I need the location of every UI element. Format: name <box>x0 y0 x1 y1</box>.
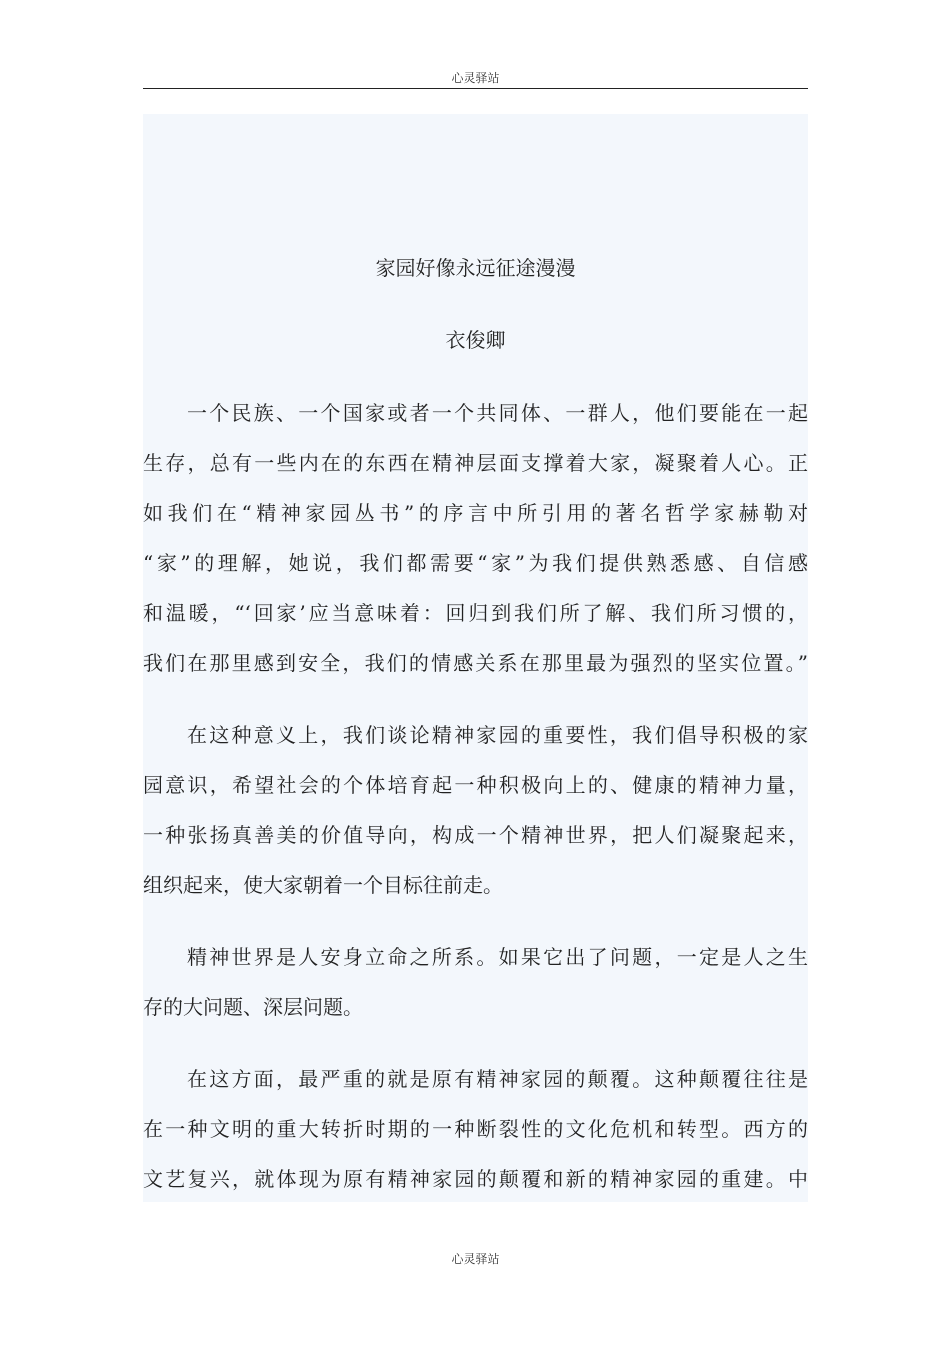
article-author: 衣俊卿 <box>445 328 506 352</box>
paragraph-line: 园意识，希望社会的个体培育起一种积极向上的、健康的精神力量， <box>143 773 808 797</box>
paragraph-line: 文艺复兴，就体现为原有精神家园的颠覆和新的精神家园的重建。中 <box>143 1167 808 1191</box>
page-footer: 心灵驿站 <box>451 1252 500 1266</box>
page-header: 心灵驿站 <box>451 71 500 85</box>
paragraph-line: 存的大问题、深层问题。 <box>143 995 363 1019</box>
article-body <box>143 114 808 1202</box>
paragraph-line: 生存，总有一些内在的东西在精神层面支撑着大家，凝聚着人心。正 <box>143 451 808 475</box>
paragraph-line: 在一种文明的重大转折时期的一种断裂性的文化危机和转型。西方的 <box>143 1117 808 1141</box>
paragraph-line: 组织起来，使大家朝着一个目标往前走。 <box>143 873 503 897</box>
article-title: 家园好像永远征途漫漫 <box>375 256 576 280</box>
paragraph-line: 我们在那里感到安全，我们的情感关系在那里最为强烈的坚实位置。” <box>143 651 808 675</box>
paragraph-line: 在这方面，最严重的就是原有精神家园的颠覆。这种颠覆往往是 <box>187 1067 808 1091</box>
paragraph-line: 和温暖，“‘回家’应当意味着：回归到我们所了解、我们所习惯的， <box>143 601 808 625</box>
header-divider <box>143 88 808 89</box>
paragraph-line: 在这种意义上，我们谈论精神家园的重要性，我们倡导积极的家 <box>187 723 808 747</box>
paragraph-line: 一个民族、一个国家或者一个共同体、一群人，他们要能在一起 <box>187 401 808 425</box>
paragraph-line: 一种张扬真善美的价值导向，构成一个精神世界，把人们凝聚起来， <box>143 823 808 847</box>
paragraph-line: “家”的理解，她说，我们都需要“家”为我们提供熟悉感、自信感 <box>143 551 808 575</box>
paragraph-line: 精神世界是人安身立命之所系。如果它出了问题，一定是人之生 <box>187 945 808 969</box>
paragraph-line: 如我们在“精神家园丛书”的序言中所引用的著名哲学家赫勒对 <box>143 501 808 525</box>
